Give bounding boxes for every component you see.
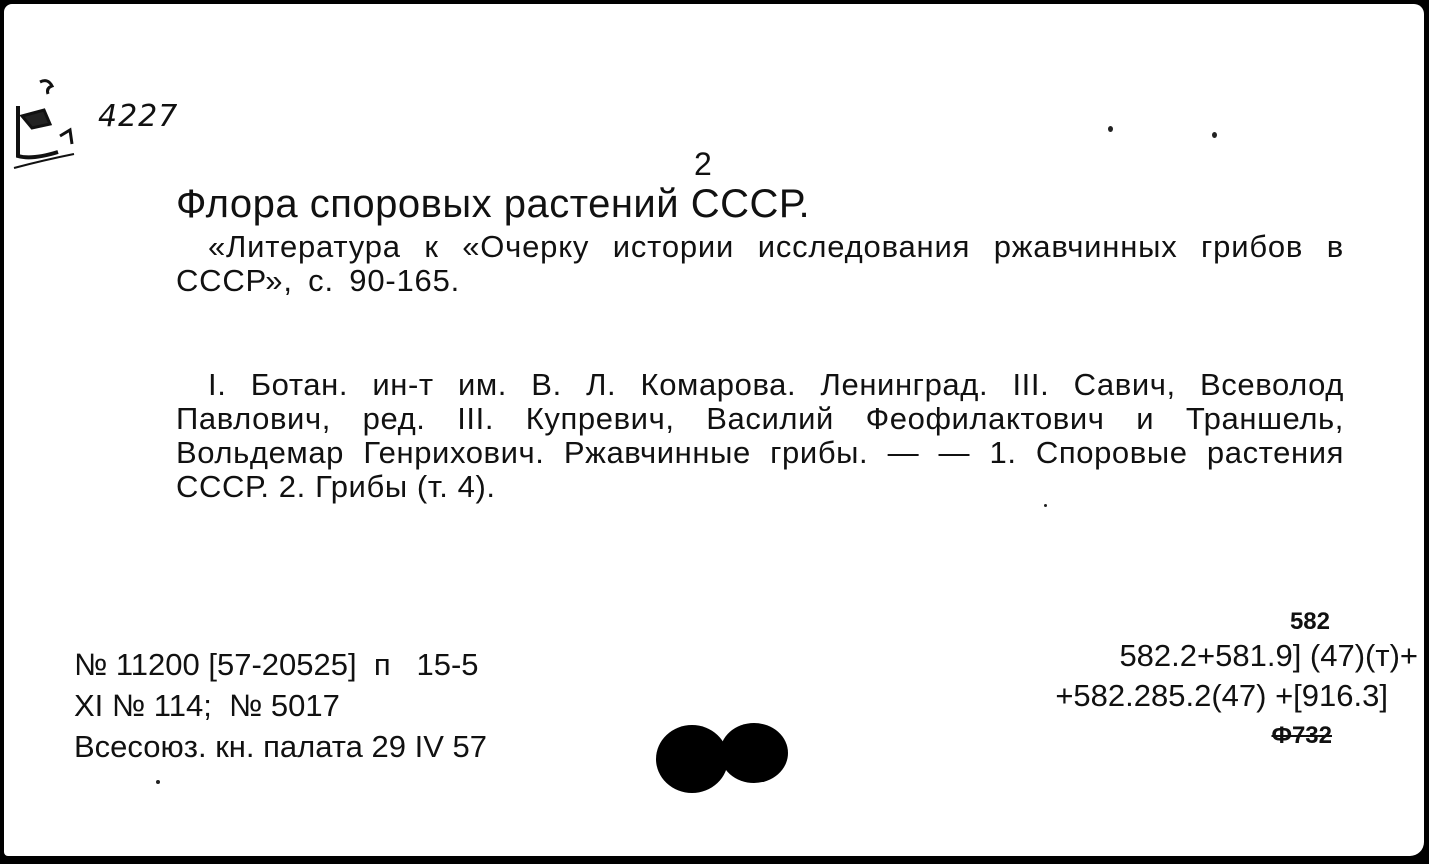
- card-title: Флора споровых растений СССР.: [176, 182, 811, 226]
- classification-top-code: 582: [1289, 608, 1330, 635]
- ink-blot-icon: [654, 719, 794, 799]
- tracings-note: [176, 368, 1344, 504]
- registration-line-2: XI № 114; № 5017: [74, 688, 340, 723]
- catalog-card: [4, 4, 1424, 856]
- contents-note: [176, 230, 1344, 298]
- tracings-note-text: I. Ботан. ин-т им. В. Л. Комарова. Ленинград. III. Савич, Всеволод Павлович, ред. III. Купревич, Василий Феофилактович и Траншель, Вольдемар Генрихович. Ржавчинные грибы. — — 1. Споровые растения СССР. 2. Грибы (т. 4).: [176, 367, 1344, 504]
- registration-line-1: № 11200 [57-20525] п 15-5: [74, 647, 479, 682]
- volume-number: 2: [694, 146, 712, 182]
- contents-note-text: «Литература к «Очерку истории исследования ржавчинных грибов в СССР», с. 90-165.: [176, 229, 1344, 298]
- classification-block: [1055, 608, 1418, 756]
- library-stamp-icon: [8, 76, 86, 174]
- speck: [156, 780, 160, 784]
- classification-bottom-code: Ф732: [1271, 722, 1332, 749]
- classification-line-1: 582.2+581.9] (47)(т)+: [1119, 638, 1418, 673]
- classification-line-2: +582.285.2(47) +[916.3]: [1055, 678, 1388, 713]
- speck: [1044, 504, 1047, 507]
- handwritten-inventory-number: 4227: [98, 99, 179, 134]
- registration-line-3: Всесоюз. кн. палата 29 IV 57: [74, 729, 487, 764]
- speck: [1212, 132, 1217, 138]
- registration-block: [74, 644, 487, 767]
- speck: [1108, 126, 1113, 132]
